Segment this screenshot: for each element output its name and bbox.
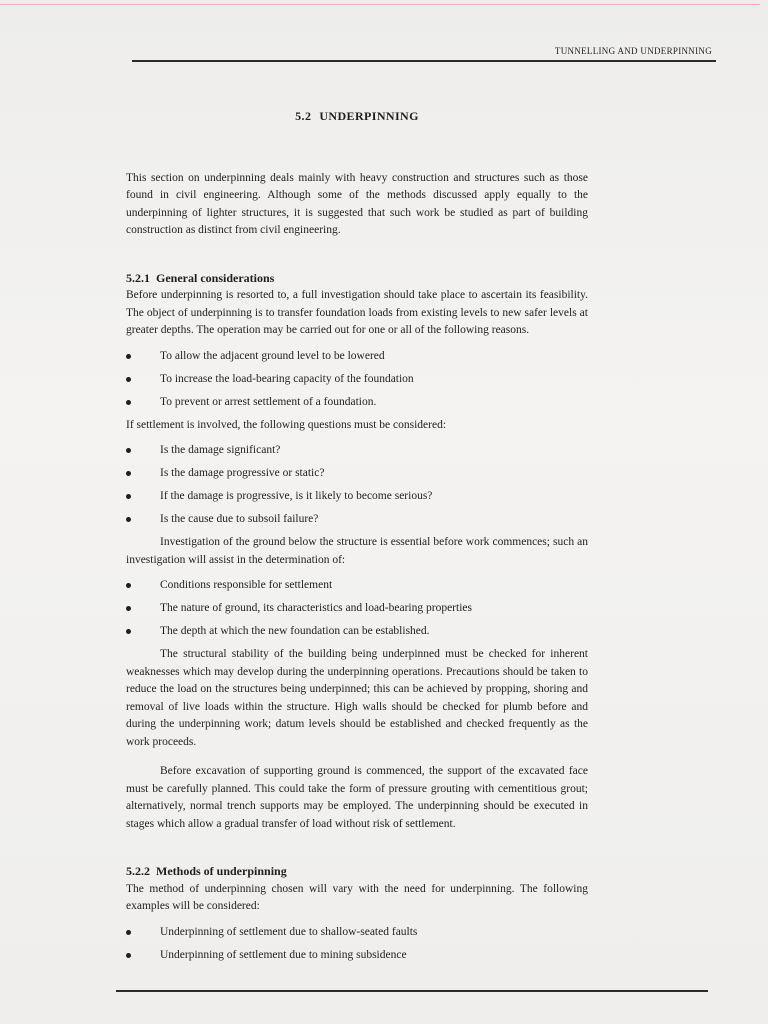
list-item: Underpinning of settlement due to shallow-seated faults (126, 924, 588, 941)
subsection-number: 5.2.1 (126, 270, 150, 285)
list-item: Is the cause due to subsoil failure? (126, 511, 588, 528)
reasons-list (126, 348, 588, 411)
header-rule (132, 60, 716, 62)
stability-paragraph: The structural stability of the building being underpinned must be checked for inherent weaknesses which may develop during the underpinning operations. Precautions should be taken to reduce the load on the structures being underpinned; this can be achieved by propping, shoring and removal of live loads within the structure. High walls should be checked for plumb before and during the underpinning work; datum levels should be established and checked frequently as the work proceeds. (126, 648, 588, 748)
subsection-heading-methods (126, 863, 588, 881)
running-header: TUNNELLING AND UNDERPINNING (554, 46, 712, 56)
intro-paragraph: This section on underpinning deals mainly with heavy construction and structures such as those found in civil engineering. Although some of the methods discussed apply equally to the underpinning of lighter structures, it is suggested that such work be studied as part of building construction as distinct from civil engineering. (126, 171, 588, 236)
investigation-list (126, 577, 588, 640)
subsection-number: 5.2.2 (126, 864, 150, 878)
investigation-paragraph: Investigation of the ground below the structure is essential before work commences; such an investigation will assist in the determination of: (126, 536, 588, 566)
questions-intro: If settlement is involved, the following questions must be considered: (126, 418, 447, 431)
methods-list (126, 924, 588, 964)
subsection-heading-general (126, 270, 588, 288)
section-title: UNDERPINNING (319, 109, 419, 123)
list-item: Underpinning of settlement due to mining subsidence (126, 947, 588, 964)
section-heading (126, 108, 588, 126)
general-paragraph: Before underpinning is resorted to, a full investigation should take place to ascertain its feasibility. The object of underpinning is to transfer foundation loads from existing levels to new safer levels at greater depths. The operation may be carried out for one or all of the following reasons. (126, 289, 588, 336)
page-content (126, 108, 588, 970)
list-item: To prevent or arrest settlement of a foundation. (126, 394, 588, 411)
footer-rule (116, 990, 708, 992)
subsection-title: Methods of underpinning (156, 864, 287, 878)
questions-list (126, 442, 588, 528)
methods-paragraph: The method of underpinning chosen will vary with the need for underpinning. The following examples will be considered: (126, 882, 588, 912)
list-item: To allow the adjacent ground level to be lowered (126, 348, 588, 365)
list-item: Is the damage significant? (126, 442, 588, 459)
list-item: The nature of ground, its characteristics and load-bearing properties (126, 600, 588, 617)
excavation-paragraph: Before excavation of supporting ground is commenced, the support of the excavated face must be carefully planned. This could take the form of pressure grouting with cementitious grout; alternatively, normal trench supports may be employed. The underpinning should be executed in stages which allow a gradual transfer of load without risk of settlement. (126, 765, 588, 830)
list-item: If the damage is progressive, is it likely to become serious? (126, 488, 588, 505)
list-item: To increase the load-bearing capacity of the foundation (126, 371, 588, 388)
top-edge-line (0, 4, 760, 5)
subsection-title: General considerations (156, 270, 275, 285)
list-item: The depth at which the new foundation can be established. (126, 623, 588, 640)
list-item: Conditions responsible for settlement (126, 577, 588, 594)
list-item: Is the damage progressive or static? (126, 465, 588, 482)
section-number: 5.2 (295, 109, 312, 123)
